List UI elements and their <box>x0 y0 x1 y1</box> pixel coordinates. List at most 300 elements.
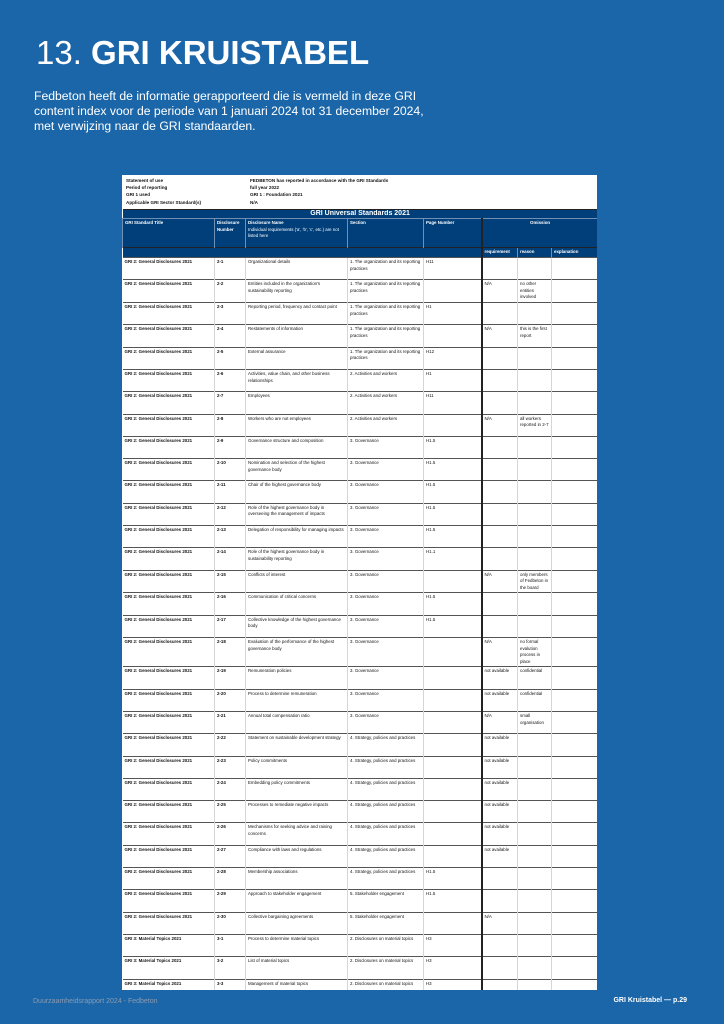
omission-reason-cell <box>518 868 552 890</box>
disclosure-number-cell: 2-1 <box>215 258 246 280</box>
disclosure-name-cell: Governance structure and composition <box>246 436 348 458</box>
disclosure-number-cell: 2-10 <box>215 459 246 481</box>
page-number-cell: H1 <box>424 303 482 325</box>
disclosure-number-cell: 2-7 <box>215 392 246 414</box>
omission-requirement-cell: N/A <box>482 280 518 303</box>
table-row <box>123 526 598 548</box>
disclosure-name-cell: Restatements of information <box>246 325 348 347</box>
standard-title-cell: GRI 2: General Disclosures 2021 <box>123 414 215 436</box>
section-cell: 3. Governance <box>348 548 424 570</box>
omission-explanation-cell <box>552 778 598 800</box>
section-cell: 3. Governance <box>348 459 424 481</box>
omission-requirement-cell <box>482 481 518 503</box>
omission-reason-cell <box>518 258 552 280</box>
omission-requirement-cell <box>482 615 518 637</box>
statement-value: GRI 1 : Foundation 2021 <box>250 192 303 198</box>
statement-key: Applicable GRI Sector Standard(s) <box>126 199 202 205</box>
table-row <box>123 369 598 391</box>
section-cell: 3. Governance <box>348 667 424 689</box>
table-band-title: GRI Universal Standards 2021 <box>123 210 598 219</box>
standard-title-cell: GRI 2: General Disclosures 2021 <box>123 890 215 912</box>
standard-title-cell: GRI 2: General Disclosures 2021 <box>123 615 215 637</box>
section-cell: 3. Governance <box>348 638 424 667</box>
omission-reason-cell <box>518 392 552 414</box>
omission-explanation-cell <box>552 347 598 369</box>
omission-requirement-cell: not available <box>482 778 518 800</box>
omission-explanation-cell <box>552 369 598 391</box>
omission-reason-cell <box>518 934 552 956</box>
omission-reason-cell: no formal evalution process in place <box>518 638 552 667</box>
omission-explanation-cell <box>552 280 598 303</box>
omission-reason-cell <box>518 303 552 325</box>
disclosure-number-cell: 2-27 <box>215 845 246 867</box>
section-cell: 2. Disclosures on material topics <box>348 957 424 979</box>
disclosure-name-cell: Membership associations <box>246 868 348 890</box>
omission-reason-cell <box>518 615 552 637</box>
page-number-cell: H1 <box>424 369 482 391</box>
disclosure-number-cell: 2-23 <box>215 756 246 778</box>
omission-reason-cell: no other entities involved <box>518 280 552 303</box>
standard-title-cell: GRI 2: General Disclosures 2021 <box>123 392 215 414</box>
section-cell: 3. Governance <box>348 593 424 615</box>
table-row <box>123 912 598 934</box>
section-cell: 3. Governance <box>348 526 424 548</box>
omission-reason-cell: small organisation <box>518 711 552 733</box>
intro-paragraph: Fedbeton heeft de informatie gerapporteerd die is vermeld in deze GRI content index voor de periode van 1 januari 2024 tot 31 december 2024, met verwijzing naar de GRI standaarden. <box>34 89 424 134</box>
standard-title-cell: GRI 2: General Disclosures 2021 <box>123 347 215 369</box>
omission-requirement-cell <box>482 258 518 280</box>
page-number-cell <box>424 801 482 823</box>
omission-requirement-cell: N/A <box>482 912 518 934</box>
omission-explanation-cell <box>552 667 598 689</box>
table-row <box>123 667 598 689</box>
col-header-section: Section <box>348 219 424 248</box>
section-cell: 4. Strategy, policies and practices <box>348 868 424 890</box>
page-number-cell: H1.5 <box>424 890 482 912</box>
footer-page-label: GRI Kruistabel — p.29 <box>613 997 687 1004</box>
page-number-cell: H1.5 <box>424 526 482 548</box>
disclosure-name-cell: Policy commitments <box>246 756 348 778</box>
section-cell: 4. Strategy, policies and practices <box>348 801 424 823</box>
table-row <box>123 734 598 756</box>
table-row <box>123 347 598 369</box>
page-number-cell <box>424 756 482 778</box>
disclosure-number-cell: 2-5 <box>215 347 246 369</box>
table-row <box>123 593 598 615</box>
disclosure-number-cell: 2-29 <box>215 890 246 912</box>
disclosure-name-cell: Entities included in the organization's sustainability reporting <box>246 280 348 303</box>
footer-report-name: Duurzaamheidsrapport 2024 - Fedbeton <box>33 998 158 1005</box>
page-number-cell <box>424 778 482 800</box>
disclosure-name-cell: Approach to stakeholder engagement <box>246 890 348 912</box>
page-number-cell <box>424 734 482 756</box>
omission-reason-cell <box>518 347 552 369</box>
omission-explanation-cell <box>552 303 598 325</box>
table-row <box>123 638 598 667</box>
disclosure-name-cell: Activities, value chain, and other business relationships <box>246 369 348 391</box>
omission-requirement-cell <box>482 347 518 369</box>
disclosure-name-cell: Role of the highest governance body in overseeing the management of impacts <box>246 503 348 525</box>
table-row <box>123 414 598 436</box>
disclosure-name-cell: External assurance <box>246 347 348 369</box>
section-title: GRI KRUISTABEL <box>91 34 370 71</box>
omission-requirement-cell <box>482 957 518 979</box>
omission-requirement-cell <box>482 436 518 458</box>
disclosure-name-cell: Mechanisms for seeking advice and raising concerns <box>246 823 348 845</box>
statement-key: Period of reporting <box>126 185 168 191</box>
statement-key: GRI 1 used <box>126 192 150 198</box>
section-cell: 1. The organization and its reporting practices <box>348 325 424 347</box>
omission-reason-cell <box>518 734 552 756</box>
disclosure-name-cell: Nomination and selection of the highest governance body <box>246 459 348 481</box>
omission-requirement-cell: not available <box>482 801 518 823</box>
disclosure-number-cell: 2-24 <box>215 778 246 800</box>
statement-row <box>126 177 593 184</box>
omission-explanation-cell <box>552 801 598 823</box>
section-cell: 5. Stakeholder engagement <box>348 912 424 934</box>
section-cell: 2. Disclosures on material topics <box>348 979 424 990</box>
omission-reason-cell <box>518 526 552 548</box>
disclosure-number-cell: 2-13 <box>215 526 246 548</box>
omission-reason-cell <box>518 890 552 912</box>
disclosure-number-cell: 2-9 <box>215 436 246 458</box>
standard-title-cell: GRI 2: General Disclosures 2021 <box>123 481 215 503</box>
omission-reason-cell: all workers reported in 2-7 <box>518 414 552 436</box>
omission-reason-cell <box>518 436 552 458</box>
standard-title-cell: GRI 2: General Disclosures 2021 <box>123 801 215 823</box>
page-number-cell: H1.5 <box>424 503 482 525</box>
omission-requirement-cell <box>482 369 518 391</box>
disclosure-name-cell: Annual total compensation ratio <box>246 711 348 733</box>
section-cell: 3. Governance <box>348 711 424 733</box>
omission-explanation-cell <box>552 912 598 934</box>
omission-explanation-cell <box>552 414 598 436</box>
statement-row <box>126 191 593 198</box>
statement-key: Statement of use <box>126 178 164 183</box>
standard-title-cell: GRI 3: Material Topics 2021 <box>123 979 215 990</box>
table-row <box>123 280 598 303</box>
standard-title-cell: GRI 2: General Disclosures 2021 <box>123 638 215 667</box>
omission-reason-cell <box>518 979 552 990</box>
omission-requirement-cell: N/A <box>482 414 518 436</box>
omission-requirement-cell <box>482 979 518 990</box>
disclosure-number-cell: 2-12 <box>215 503 246 525</box>
page-number-cell <box>424 711 482 733</box>
disclosure-name-cell: Collective knowledge of the highest governance body <box>246 615 348 637</box>
omission-explanation-cell <box>552 593 598 615</box>
table-row <box>123 436 598 458</box>
disclosure-name-cell: Delegation of responsibility for managing impacts <box>246 526 348 548</box>
omission-explanation-cell <box>552 890 598 912</box>
omission-requirement-cell <box>482 459 518 481</box>
page-number-cell <box>424 823 482 845</box>
omission-requirement-cell: N/A <box>482 325 518 347</box>
section-cell: 4. Strategy, policies and practices <box>348 845 424 867</box>
disclosure-name-cell: Management of material topics <box>246 979 348 990</box>
standard-title-cell: GRI 3: Material Topics 2021 <box>123 957 215 979</box>
disclosure-number-cell: 2-19 <box>215 667 246 689</box>
statement-row <box>126 199 593 206</box>
omission-explanation-cell <box>552 548 598 570</box>
omission-explanation-cell <box>552 868 598 890</box>
page-number-cell <box>424 414 482 436</box>
table-row <box>123 778 598 800</box>
page-number-cell: H1.5 <box>424 593 482 615</box>
omission-requirement-cell <box>482 526 518 548</box>
omission-requirement-cell: N/A <box>482 711 518 733</box>
omission-reason-cell <box>518 778 552 800</box>
section-cell: 3. Governance <box>348 481 424 503</box>
disclosure-number-cell: 2-25 <box>215 801 246 823</box>
table-row <box>123 801 598 823</box>
page-number-cell: H1.5 <box>424 481 482 503</box>
standard-title-cell: GRI 2: General Disclosures 2021 <box>123 526 215 548</box>
omission-requirement-cell: not available <box>482 845 518 867</box>
disclosure-number-cell: 2-11 <box>215 481 246 503</box>
disclosure-number-cell: 2-22 <box>215 734 246 756</box>
omission-reason-cell <box>518 459 552 481</box>
standard-title-cell: GRI 2: General Disclosures 2021 <box>123 503 215 525</box>
omission-requirement-cell: not available <box>482 823 518 845</box>
disclosure-name-cell: Embedding policy commitments <box>246 778 348 800</box>
omission-requirement-cell: N/A <box>482 570 518 593</box>
disclosure-number-cell: 3-1 <box>215 934 246 956</box>
page-number-cell: H3 <box>424 934 482 956</box>
section-cell: 4. Strategy, policies and practices <box>348 778 424 800</box>
statement-block <box>122 175 597 209</box>
disclosure-name-cell: Processes to remediate negative impacts <box>246 801 348 823</box>
disclosure-number-cell: 2-6 <box>215 369 246 391</box>
disclosure-number-cell: 2-30 <box>215 912 246 934</box>
page-number-cell: H1.1 <box>424 548 482 570</box>
omission-reason-cell <box>518 481 552 503</box>
standard-title-cell: GRI 2: General Disclosures 2021 <box>123 689 215 711</box>
omission-explanation-cell <box>552 979 598 990</box>
col-header-explanation: explanation <box>552 248 598 258</box>
disclosure-number-cell: 3-2 <box>215 957 246 979</box>
section-cell: 3. Governance <box>348 615 424 637</box>
table-row <box>123 258 598 280</box>
page-number-cell <box>424 689 482 711</box>
section-cell: 1. The organization and its reporting practices <box>348 258 424 280</box>
omission-requirement-cell: not available <box>482 689 518 711</box>
omission-requirement-cell <box>482 303 518 325</box>
section-cell: 4. Strategy, policies and practices <box>348 823 424 845</box>
page-number-cell: H1.5 <box>424 615 482 637</box>
omission-explanation-cell <box>552 481 598 503</box>
omission-explanation-cell <box>552 392 598 414</box>
page-number-cell: H12 <box>424 347 482 369</box>
standard-title-cell: GRI 2: General Disclosures 2021 <box>123 756 215 778</box>
section-cell: 3. Governance <box>348 436 424 458</box>
table-row <box>123 711 598 733</box>
disclosure-number-cell: 2-21 <box>215 711 246 733</box>
standard-title-cell: GRI 2: General Disclosures 2021 <box>123 593 215 615</box>
page-number-cell: H3 <box>424 957 482 979</box>
table-row <box>123 459 598 481</box>
disclosure-number-cell: 2-17 <box>215 615 246 637</box>
page-number-cell: H3 <box>424 979 482 990</box>
disclosure-name-cell: Employees <box>246 392 348 414</box>
standard-title-cell: GRI 2: General Disclosures 2021 <box>123 734 215 756</box>
omission-explanation-cell <box>552 638 598 667</box>
statement-value: FEDBETON has reported in accordance with the GRI Standards <box>250 178 389 183</box>
omission-reason-cell: confidential <box>518 689 552 711</box>
table-body <box>123 258 598 991</box>
disclosure-name-cell: Process to determine remuneration <box>246 689 348 711</box>
disclosure-name-note: Individual requirements ('a', 'b', 'c', etc.) are not listed here <box>248 226 339 239</box>
page-number-cell <box>424 912 482 934</box>
table-row <box>123 845 598 867</box>
disclosure-name-cell: Remuneration policies <box>246 667 348 689</box>
omission-explanation-cell <box>552 570 598 593</box>
disclosure-name-cell: Workers who are not employees <box>246 414 348 436</box>
page-number-cell: H1.5 <box>424 459 482 481</box>
standard-title-cell: GRI 2: General Disclosures 2021 <box>123 369 215 391</box>
col-header-page-number: Page Number <box>424 219 482 248</box>
omission-explanation-cell <box>552 526 598 548</box>
omission-requirement-cell <box>482 890 518 912</box>
disclosure-number-cell: 2-14 <box>215 548 246 570</box>
omission-explanation-cell <box>552 436 598 458</box>
disclosure-number-cell: 2-20 <box>215 689 246 711</box>
section-cell: 2. Disclosures on material topics <box>348 934 424 956</box>
omission-explanation-cell <box>552 615 598 637</box>
omission-reason-cell: only members of Fedbeton in the board <box>518 570 552 593</box>
table-row <box>123 934 598 956</box>
section-cell: 1. The organization and its reporting practices <box>348 303 424 325</box>
standard-title-cell: GRI 2: General Disclosures 2021 <box>123 548 215 570</box>
standard-title-cell: GRI 2: General Disclosures 2021 <box>123 436 215 458</box>
page-number-cell: H1.5 <box>424 868 482 890</box>
omission-explanation-cell <box>552 845 598 867</box>
omission-reason-cell <box>518 756 552 778</box>
statement-value: full year 2022 <box>250 185 280 191</box>
page-number-cell <box>424 325 482 347</box>
page-number-cell <box>424 638 482 667</box>
section-cell: 2. Activities and workers <box>348 392 424 414</box>
table-row <box>123 615 598 637</box>
table-row <box>123 689 598 711</box>
col-header-omission: Omission <box>482 219 598 248</box>
disclosure-name-cell: Organizational details <box>246 258 348 280</box>
page-number-cell: H11 <box>424 392 482 414</box>
omission-requirement-cell <box>482 503 518 525</box>
omission-requirement-cell <box>482 593 518 615</box>
table-row <box>123 979 598 990</box>
omission-reason-cell: this is the first report <box>518 325 552 347</box>
section-cell: 1. The organization and its reporting practices <box>348 347 424 369</box>
omission-requirement-cell: not available <box>482 734 518 756</box>
table-row <box>123 503 598 525</box>
table-row <box>123 570 598 593</box>
omission-explanation-cell <box>552 756 598 778</box>
standard-title-cell: GRI 2: General Disclosures 2021 <box>123 823 215 845</box>
disclosure-name-label: Disclosure Name <box>248 220 284 225</box>
disclosure-name-cell: Communication of critical concerns <box>246 593 348 615</box>
gri-content-index-table <box>122 209 597 990</box>
table-row <box>123 756 598 778</box>
disclosure-number-cell: 3-3 <box>215 979 246 990</box>
omission-explanation-cell <box>552 823 598 845</box>
standard-title-cell: GRI 2: General Disclosures 2021 <box>123 778 215 800</box>
omission-reason-cell <box>518 593 552 615</box>
col-header-requirement: requirement <box>482 248 518 258</box>
disclosure-name-cell: Chair of the highest governance body <box>246 481 348 503</box>
page-number-cell <box>424 667 482 689</box>
table-row <box>123 325 598 347</box>
section-cell: 4. Strategy, policies and practices <box>348 756 424 778</box>
omission-explanation-cell <box>552 258 598 280</box>
page-number-cell <box>424 845 482 867</box>
standard-title-cell: GRI 2: General Disclosures 2021 <box>123 303 215 325</box>
disclosure-name-cell: Compliance with laws and regulations <box>246 845 348 867</box>
omission-requirement-cell <box>482 868 518 890</box>
table-row <box>123 890 598 912</box>
omission-reason-cell <box>518 957 552 979</box>
disclosure-number-cell: 2-4 <box>215 325 246 347</box>
section-cell: 3. Governance <box>348 570 424 593</box>
omission-requirement-cell: not available <box>482 756 518 778</box>
section-cell: 2. Activities and workers <box>348 369 424 391</box>
page-title <box>36 34 369 72</box>
disclosure-name-cell: Reporting period, frequency and contact point <box>246 303 348 325</box>
section-cell: 1. The organization and its reporting practices <box>348 280 424 303</box>
disclosure-number-cell: 2-3 <box>215 303 246 325</box>
disclosure-name-cell: Evaluation of the performance of the highest governance body <box>246 638 348 667</box>
page-number-cell <box>424 280 482 303</box>
standard-title-cell: GRI 2: General Disclosures 2021 <box>123 912 215 934</box>
standard-title-cell: GRI 2: General Disclosures 2021 <box>123 667 215 689</box>
disclosure-name-cell: List of material topics <box>246 957 348 979</box>
disclosure-name-cell: Statement on sustainable development strategy <box>246 734 348 756</box>
section-cell: 3. Governance <box>348 503 424 525</box>
disclosure-name-cell: Process to determine material topics <box>246 934 348 956</box>
section-cell: 3. Governance <box>348 689 424 711</box>
omission-requirement-cell <box>482 548 518 570</box>
section-cell: 4. Strategy, policies and practices <box>348 734 424 756</box>
gri-content-index-sheet <box>122 175 597 990</box>
disclosure-number-cell: 2-28 <box>215 868 246 890</box>
omission-explanation-cell <box>552 503 598 525</box>
disclosure-number-cell: 2-16 <box>215 593 246 615</box>
standard-title-cell: GRI 2: General Disclosures 2021 <box>123 570 215 593</box>
omission-explanation-cell <box>552 689 598 711</box>
disclosure-name-cell: Collective bargaining agreements <box>246 912 348 934</box>
omission-reason-cell <box>518 912 552 934</box>
standard-title-cell: GRI 2: General Disclosures 2021 <box>123 280 215 303</box>
disclosure-number-cell: 2-18 <box>215 638 246 667</box>
section-cell: 2. Activities and workers <box>348 414 424 436</box>
disclosure-number-cell: 2-8 <box>215 414 246 436</box>
col-header-disclosure-name <box>246 219 348 248</box>
omission-explanation-cell <box>552 459 598 481</box>
omission-reason-cell <box>518 845 552 867</box>
disclosure-number-cell: 2-15 <box>215 570 246 593</box>
standard-title-cell: GRI 2: General Disclosures 2021 <box>123 868 215 890</box>
standard-title-cell: GRI 2: General Disclosures 2021 <box>123 258 215 280</box>
page-number-cell <box>424 570 482 593</box>
page-number-cell: H11 <box>424 258 482 280</box>
standard-title-cell: GRI 2: General Disclosures 2021 <box>123 325 215 347</box>
omission-reason-cell <box>518 823 552 845</box>
omission-explanation-cell <box>552 957 598 979</box>
omission-explanation-cell <box>552 934 598 956</box>
disclosure-name-cell: Conflicts of interest <box>246 570 348 593</box>
standard-title-cell: GRI 2: General Disclosures 2021 <box>123 845 215 867</box>
omission-explanation-cell <box>552 711 598 733</box>
standard-title-cell: GRI 2: General Disclosures 2021 <box>123 711 215 733</box>
